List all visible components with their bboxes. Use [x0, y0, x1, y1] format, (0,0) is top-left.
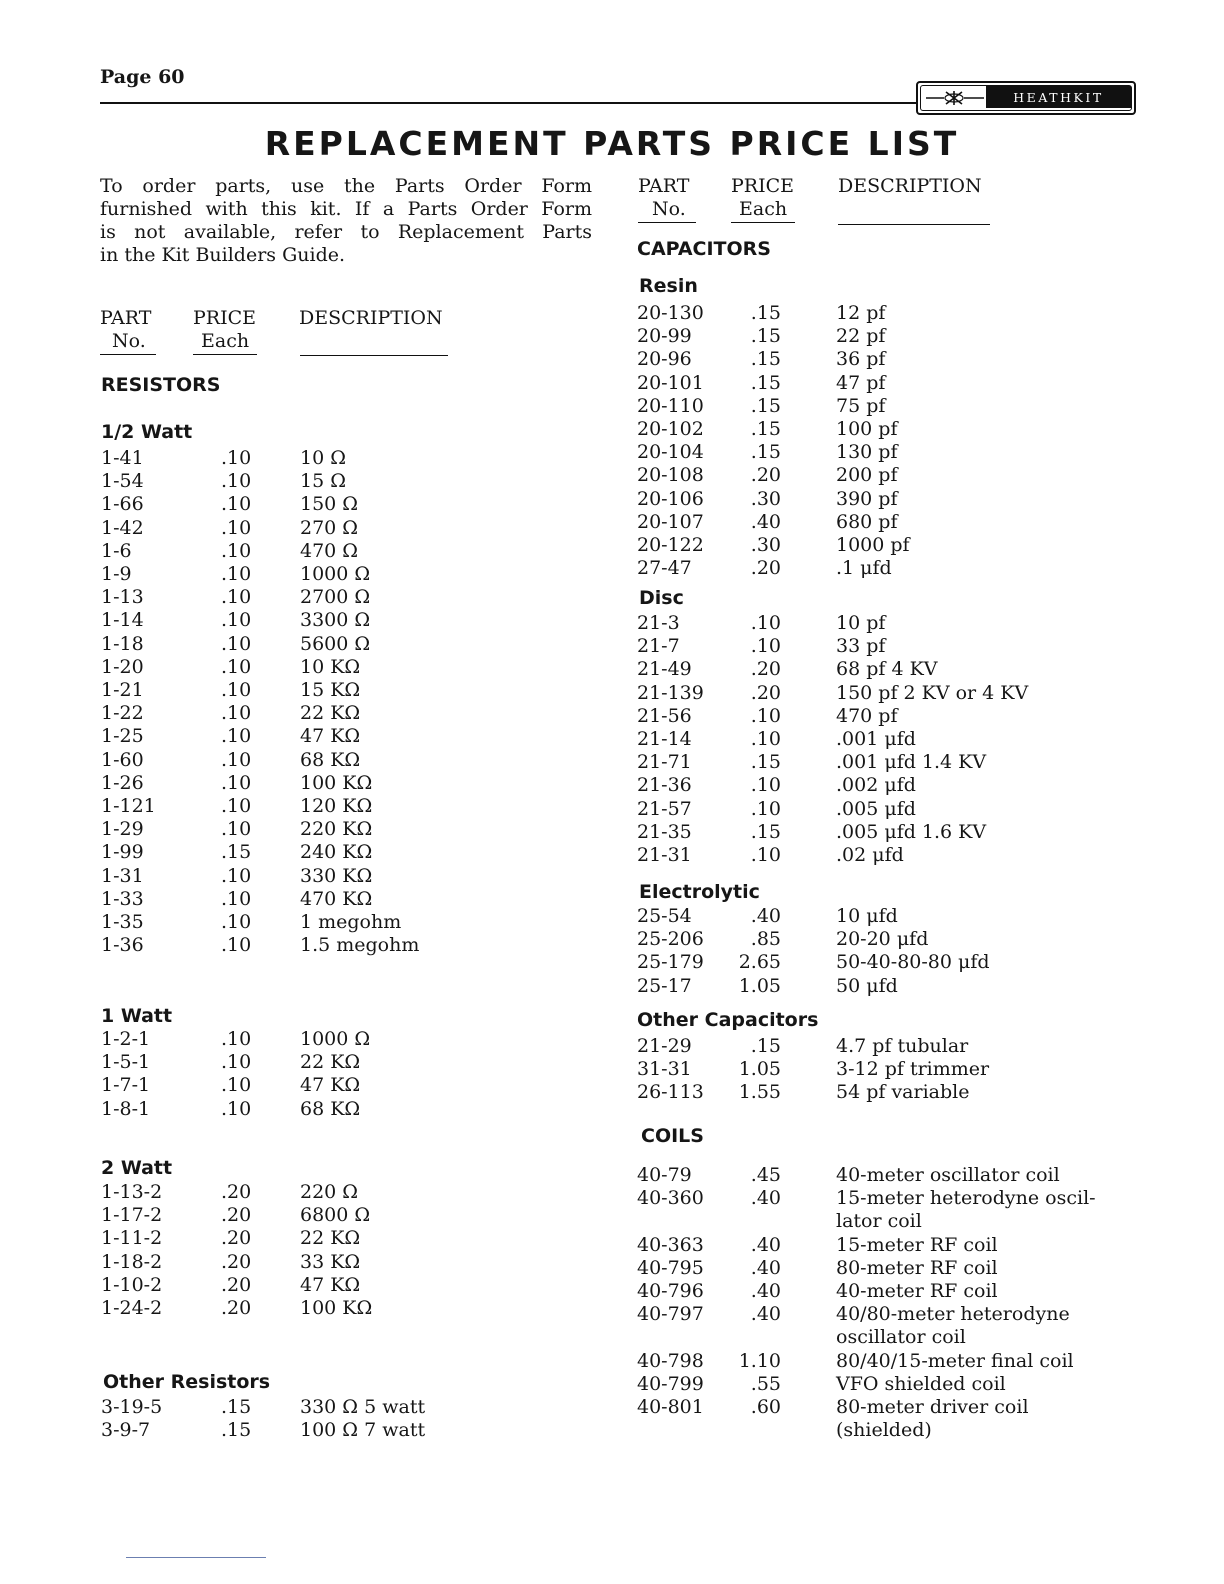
part-row-part: 40-795 [637, 1256, 704, 1279]
part-row-part: 1-99 [101, 841, 144, 864]
part-row-part: 1-121 [101, 795, 156, 817]
part-row-description: 150 Ω [300, 493, 359, 516]
subsection-heading: Resin [639, 275, 698, 297]
part-row-price: .45 [750, 1164, 781, 1186]
part-row-price: .10 [221, 818, 252, 841]
part-row-price: .10 [221, 655, 252, 678]
part-row-description: 22 KΩ [300, 1051, 361, 1074]
part-row-price: .15 [750, 371, 781, 394]
part-row-description: 40-meter RF coil [836, 1280, 998, 1302]
part-row-price: .15 [750, 1035, 781, 1057]
right-header-description: DESCRIPTION [838, 175, 982, 197]
subsection-heading: 1 Watt [101, 1005, 173, 1027]
part-row-part: 1-36 [101, 934, 144, 957]
part-row-price: .10 [221, 447, 252, 469]
header-rule [100, 102, 920, 104]
part-row-part: 26-113 [637, 1081, 704, 1104]
intro-line: in the Kit Builders Guide. [100, 244, 346, 266]
part-row-description: 33 KΩ [300, 1250, 361, 1273]
part-row-description: 40/80-meter heterodyne [836, 1303, 1070, 1326]
part-row-description: 20-20 μfd [836, 928, 929, 951]
part-row-price: .15 [750, 441, 781, 464]
part-row-price: .15 [750, 418, 781, 440]
part-row-part: 21-31 [637, 844, 692, 866]
part-row-price: .60 [750, 1396, 781, 1418]
heathkit-logo [916, 81, 1136, 115]
part-row-description: 330 Ω 5 watt [300, 1396, 426, 1418]
part-row-price: 1.10 [738, 1349, 781, 1372]
part-row-part: 1-17-2 [101, 1204, 163, 1227]
part-row-part: 20-108 [637, 464, 704, 487]
part-row-price: .10 [221, 725, 252, 748]
part-row-part: 20-104 [637, 441, 704, 464]
part-row-description: .02 μfd [836, 844, 904, 866]
part-row-part: 20-106 [637, 487, 704, 510]
part-row-part: 1-10-2 [101, 1273, 163, 1296]
part-row-part: 21-56 [637, 704, 692, 727]
part-row-description: 10 Ω [300, 447, 346, 469]
part-row-description: 80-meter RF coil [836, 1256, 998, 1279]
part-row-description: 470 KΩ [300, 887, 373, 910]
footer-rule [126, 1557, 266, 1558]
section-heading-coils: COILS [641, 1125, 704, 1147]
part-row-description: VFO shielded coil [836, 1372, 1006, 1395]
part-row-description: 80-meter driver coil [836, 1396, 1029, 1418]
part-row-part: 20-99 [637, 325, 692, 348]
part-row-part: 1-31 [101, 864, 144, 887]
part-row-part: 27-47 [637, 557, 692, 580]
part-row-price: .10 [221, 748, 252, 771]
part-row-description: 10 KΩ [300, 655, 361, 678]
part-row-price: .15 [221, 1419, 252, 1442]
part-row-description: .001 μfd 1.4 KV [836, 751, 987, 774]
part-row-description: 120 KΩ [300, 795, 373, 817]
part-row-price: .15 [750, 302, 781, 324]
part-row-description: 80/40/15-meter final coil [836, 1349, 1074, 1372]
part-row-part: 21-7 [637, 635, 680, 658]
left-header-description: DESCRIPTION [299, 307, 443, 329]
part-row-description: 1000 Ω [300, 563, 371, 585]
part-row-part: 1-60 [101, 748, 144, 771]
part-row-part: 1-20 [101, 655, 144, 678]
part-row-part: 20-102 [637, 418, 704, 440]
part-row-description: oscillator coil [836, 1326, 966, 1349]
part-row-price: .15 [750, 820, 781, 843]
part-row-price: .10 [221, 1074, 252, 1097]
right-header-description-rule [838, 224, 990, 225]
part-row-price: .15 [750, 325, 781, 348]
part-row-price: 2.65 [738, 951, 781, 974]
part-row-description: 47 KΩ [300, 725, 361, 748]
part-row-price: .10 [221, 771, 252, 794]
part-row-part: 21-139 [637, 681, 704, 704]
subsection-heading: Other Resistors [103, 1371, 271, 1393]
part-row-part: 20-130 [637, 302, 704, 324]
part-row-part: 40-798 [637, 1349, 704, 1372]
part-row-description: 22 KΩ [300, 702, 361, 725]
part-row-part: 1-11-2 [101, 1227, 163, 1250]
intro-line: is not available, refer to Replacement Parts [100, 221, 592, 243]
part-row-part: 1-54 [101, 470, 144, 493]
part-row-part: 21-14 [637, 728, 692, 750]
part-row-part: 40-801 [637, 1396, 704, 1418]
part-row-part: 21-35 [637, 820, 692, 843]
part-row-description: 470 Ω [300, 539, 359, 562]
part-row-part: 1-13-2 [101, 1181, 163, 1203]
part-row-part: 1-5-1 [101, 1051, 151, 1074]
part-row-part: 1-14 [101, 609, 144, 632]
part-row-part: 25-17 [637, 974, 692, 997]
part-row-price: 1.55 [738, 1081, 781, 1104]
part-row-part: 1-29 [101, 818, 144, 841]
part-row-price: .20 [750, 557, 781, 580]
part-row-description: 54 pf variable [836, 1081, 970, 1104]
part-row-price: .10 [750, 844, 781, 866]
part-row-description: 680 pf [836, 510, 898, 533]
part-row-description: 75 pf [836, 394, 886, 417]
part-row-part: 21-71 [637, 751, 692, 774]
part-row-description: 1.5 megohm [300, 934, 420, 957]
part-row-part: 21-36 [637, 774, 692, 797]
part-row-description: 10 μfd [836, 905, 898, 927]
part-row-price: .10 [750, 774, 781, 797]
part-row-price: .10 [221, 795, 252, 817]
part-row-price: .10 [750, 728, 781, 750]
part-row-description: 68 KΩ [300, 748, 361, 771]
part-row-description: 150 pf 2 KV or 4 KV [836, 681, 1029, 704]
part-row-part: 1-33 [101, 887, 144, 910]
part-row-price: .20 [221, 1273, 252, 1296]
part-row-part: 1-42 [101, 516, 144, 539]
part-row-part: 1-26 [101, 771, 144, 794]
part-row-part: 1-18 [101, 632, 144, 655]
part-row-part: 1-6 [101, 539, 132, 562]
part-row-description: .002 μfd [836, 774, 916, 797]
part-row-price: .20 [750, 681, 781, 704]
part-row-part: 40-360 [637, 1187, 704, 1210]
part-row-description: 3300 Ω [300, 609, 371, 632]
part-row-description: .005 μfd 1.6 KV [836, 820, 987, 843]
part-row-price: .15 [750, 751, 781, 774]
part-row-description: 130 pf [836, 441, 898, 464]
part-row-description: 4.7 pf tubular [836, 1035, 969, 1057]
part-row-price: .10 [221, 887, 252, 910]
part-row-part: 1-21 [101, 679, 144, 701]
part-row-part: 40-796 [637, 1280, 704, 1302]
part-row-price: .30 [750, 487, 781, 510]
part-row-description: 68 pf 4 KV [836, 658, 938, 681]
part-row-description: 68 KΩ [300, 1097, 361, 1120]
part-row-description: (shielded) [836, 1419, 932, 1442]
part-row-part: 3-9-7 [101, 1419, 151, 1442]
part-row-part: 1-7-1 [101, 1074, 151, 1097]
logo-text: HEATHKIT [1013, 91, 1104, 105]
part-row-description: 100 pf [836, 418, 898, 440]
part-row-price: .10 [221, 470, 252, 493]
part-row-price: .10 [221, 609, 252, 632]
right-header-part: PART No. [638, 175, 696, 223]
part-row-part: 40-797 [637, 1303, 704, 1326]
part-row-description: 270 Ω [300, 516, 359, 539]
subsection-heading: Electrolytic [639, 881, 760, 903]
part-row-part: 21-3 [637, 612, 680, 634]
part-row-part: 40-363 [637, 1233, 704, 1256]
section-heading-capacitors: CAPACITORS [637, 238, 771, 260]
part-row-price: .10 [221, 934, 252, 957]
part-row-part: 40-79 [637, 1164, 692, 1186]
part-row-description: 5600 Ω [300, 632, 371, 655]
part-row-price: .15 [221, 841, 252, 864]
part-row-description: 15 Ω [300, 470, 346, 493]
part-row-price: .15 [221, 1396, 252, 1418]
part-row-description: 15-meter RF coil [836, 1233, 998, 1256]
part-row-part: 21-29 [637, 1035, 692, 1057]
subsection-heading: 2 Watt [101, 1157, 173, 1179]
part-row-description: 100 KΩ [300, 771, 373, 794]
part-row-price: .10 [221, 1028, 252, 1050]
part-row-price: .85 [750, 928, 781, 951]
part-row-description: 15-meter heterodyne oscil- [836, 1187, 1096, 1210]
intro-line: To order parts, use the Parts Order Form [100, 175, 592, 197]
part-row-part: 25-206 [637, 928, 704, 951]
part-row-part: 20-110 [637, 394, 704, 417]
part-row-description: 47 pf [836, 371, 886, 394]
part-row-price: .40 [750, 1303, 781, 1326]
part-row-price: .10 [750, 704, 781, 727]
part-row-price: .10 [221, 864, 252, 887]
part-row-price: .10 [221, 1097, 252, 1120]
part-row-description: 100 Ω 7 watt [300, 1419, 426, 1442]
part-row-description: 100 KΩ [300, 1297, 373, 1319]
part-row-price: .10 [750, 797, 781, 820]
part-row-price: .10 [750, 612, 781, 634]
page-number: Page 60 [100, 66, 185, 88]
part-row-description: 12 pf [836, 302, 886, 324]
part-row-part: 20-96 [637, 348, 692, 371]
part-row-price: .10 [221, 632, 252, 655]
part-row-part: 20-122 [637, 534, 704, 556]
logo-wordmark [986, 86, 1131, 108]
part-row-price: .20 [221, 1250, 252, 1273]
part-row-description: 2700 Ω [300, 586, 371, 609]
part-row-part: 25-179 [637, 951, 704, 974]
part-row-price: .10 [221, 702, 252, 725]
part-row-description: 36 pf [836, 348, 886, 371]
part-row-description: 220 KΩ [300, 818, 373, 841]
subsection-heading: Other Capacitors [637, 1009, 819, 1031]
part-row-description: 470 pf [836, 704, 898, 727]
part-row-description: 3-12 pf trimmer [836, 1058, 990, 1081]
part-row-description: 22 KΩ [300, 1227, 361, 1250]
part-row-description: .005 μfd [836, 797, 916, 820]
part-row-price: .10 [221, 563, 252, 585]
part-row-part: 1-35 [101, 911, 144, 933]
subsection-heading: 1/2 Watt [101, 421, 193, 443]
part-row-description: 50 μfd [836, 974, 898, 997]
part-row-part: 40-799 [637, 1372, 704, 1395]
part-row-part: 1-18-2 [101, 1250, 163, 1273]
part-row-price: .40 [750, 905, 781, 927]
part-row-description: .1 μfd [836, 557, 892, 580]
part-row-description: .001 μfd [836, 728, 916, 750]
part-row-description: 10 pf [836, 612, 886, 634]
part-row-price: .40 [750, 1280, 781, 1302]
part-row-price: .10 [221, 539, 252, 562]
part-row-price: .20 [221, 1297, 252, 1319]
part-row-part: 25-54 [637, 905, 692, 927]
part-row-part: 1-41 [101, 447, 144, 469]
part-row-price: .40 [750, 1187, 781, 1210]
part-row-description: 33 pf [836, 635, 886, 658]
part-row-description: 47 KΩ [300, 1074, 361, 1097]
part-row-description: 200 pf [836, 464, 898, 487]
part-row-description: 1 megohm [300, 911, 402, 933]
intro-line: furnished with this kit. If a Parts Order Form [100, 198, 592, 220]
part-row-price: .40 [750, 510, 781, 533]
part-row-price: .20 [750, 658, 781, 681]
part-row-description: 330 KΩ [300, 864, 373, 887]
part-row-price: .15 [750, 348, 781, 371]
part-row-part: 1-24-2 [101, 1297, 163, 1319]
part-row-description: 22 pf [836, 325, 886, 348]
part-row-price: .40 [750, 1233, 781, 1256]
part-row-part: 1-9 [101, 563, 132, 585]
part-row-part: 20-101 [637, 371, 704, 394]
page-title: REPLACEMENT PARTS PRICE LIST [264, 124, 960, 163]
part-row-price: .20 [221, 1227, 252, 1250]
part-row-price: .10 [221, 586, 252, 609]
part-row-description: 15 KΩ [300, 679, 361, 701]
part-row-description: 6800 Ω [300, 1204, 371, 1227]
part-row-part: 1-25 [101, 725, 144, 748]
part-row-price: .10 [750, 635, 781, 658]
part-row-price: .55 [750, 1372, 781, 1395]
part-row-description: 47 KΩ [300, 1273, 361, 1296]
part-row-part: 1-22 [101, 702, 144, 725]
part-row-price: .40 [750, 1256, 781, 1279]
part-row-description: 220 Ω [300, 1181, 359, 1203]
part-row-price: .20 [221, 1181, 252, 1203]
subsection-heading: Disc [639, 587, 684, 609]
part-row-description: 1000 Ω [300, 1028, 371, 1050]
part-row-part: 1-2-1 [101, 1028, 151, 1050]
left-header-part: PART No. [100, 307, 156, 355]
part-row-price: 1.05 [738, 974, 781, 997]
left-header-price: PRICE Each [193, 307, 257, 355]
part-row-price: 1.05 [738, 1058, 781, 1081]
part-row-price: .20 [750, 464, 781, 487]
logo-emblem-icon [924, 88, 986, 108]
part-row-part: 1-66 [101, 493, 144, 516]
intro-paragraph [100, 175, 592, 267]
part-row-description: 390 pf [836, 487, 898, 510]
part-row-part: 1-8-1 [101, 1097, 151, 1120]
part-row-description: 40-meter oscillator coil [836, 1164, 1060, 1186]
part-row-price: .10 [221, 1051, 252, 1074]
part-row-price: .20 [221, 1204, 252, 1227]
right-header-price: PRICE Each [731, 175, 795, 223]
part-row-part: 31-31 [637, 1058, 692, 1081]
part-row-price: .10 [221, 679, 252, 701]
part-row-price: .15 [750, 394, 781, 417]
left-header-description-rule [300, 355, 448, 356]
section-heading-resistors: RESISTORS [101, 374, 221, 396]
part-row-description: 50-40-80-80 μfd [836, 951, 990, 974]
part-row-description: 240 KΩ [300, 841, 373, 864]
part-row-price: .10 [221, 516, 252, 539]
part-row-part: 20-107 [637, 510, 704, 533]
part-row-price: .30 [750, 534, 781, 556]
part-row-price: .10 [221, 493, 252, 516]
part-row-part: 3-19-5 [101, 1396, 163, 1418]
part-row-price: .10 [221, 911, 252, 933]
part-row-description: 1000 pf [836, 534, 910, 556]
part-row-part: 1-13 [101, 586, 144, 609]
part-row-description: lator coil [836, 1210, 922, 1233]
part-row-part: 21-49 [637, 658, 692, 681]
part-row-part: 21-57 [637, 797, 692, 820]
